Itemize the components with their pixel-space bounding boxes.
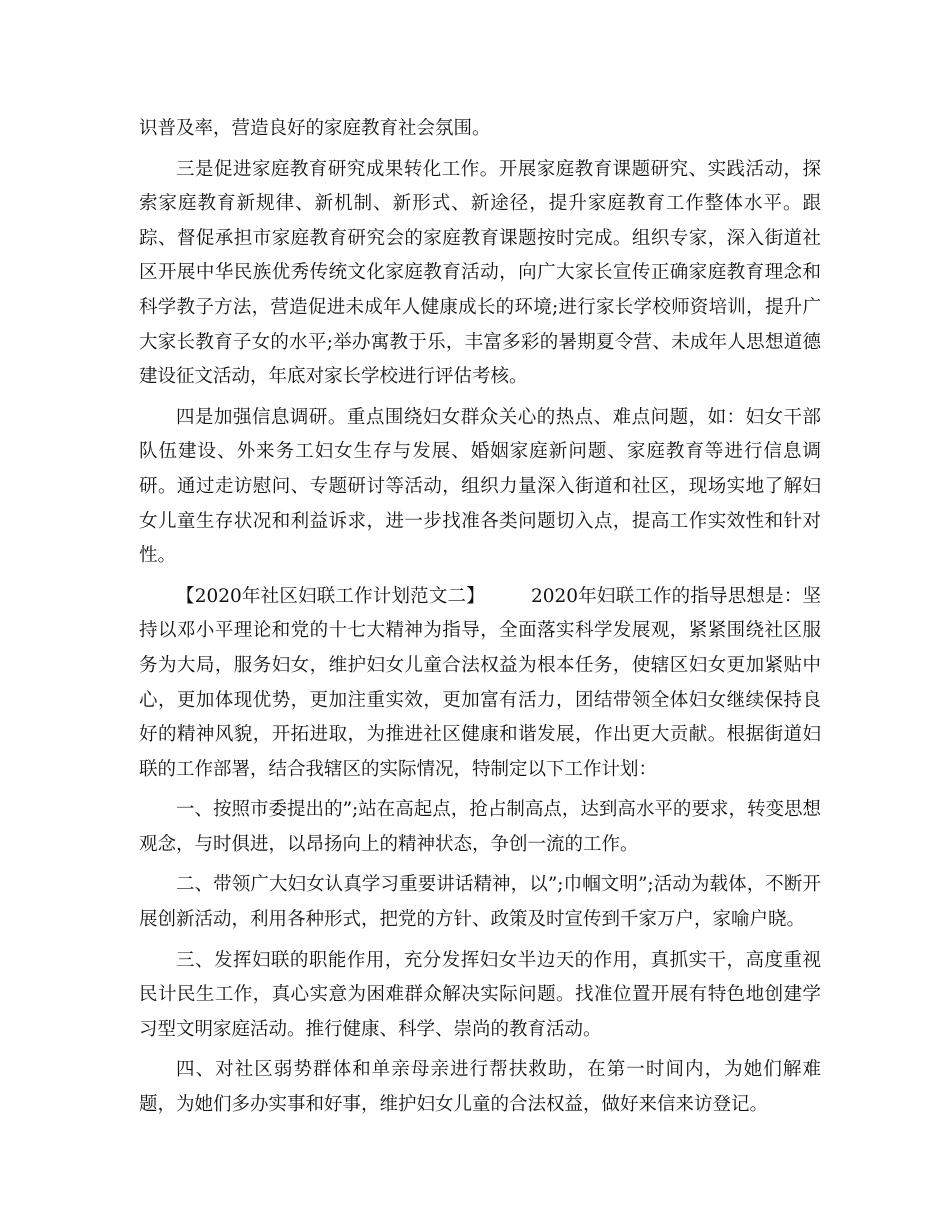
paragraph-item-four: 四、对社区弱势群体和单亲母亲进行帮扶救助，在第一时间内，为她们解难题，为她们多办实事和好事，维护妇女儿童的合法权益，做好来信来访登记。 <box>139 1059 821 1116</box>
paragraph-item-three: 三、发挥妇联的职能作用，充分发挥妇女半边天的作用，真抓实干，高度重视民计民生工作，真心实意为困难群众解决实际问题。找准位置开展有特色地创建学习型文明家庭活动。推行健康、科学、崇尚的教育活动。 <box>139 949 821 1040</box>
paragraph-item-two: 二、带领广大妇女认真学习重要讲话精神，以”;巾帼文明”;活动为载体，不断开展创新活动，利用各种形式，把党的方针、政策及时宣传到千家万户，家喻户晓。 <box>139 874 821 931</box>
section-heading: 【2020年社区妇联工作计划范文二】 <box>176 585 485 607</box>
paragraph-guiding-ideology <box>139 580 821 788</box>
paragraph-continuation: 识普及率，营造良好的家庭教育社会氛围。 <box>139 118 491 139</box>
document-body <box>139 112 821 1129</box>
paragraph-research-conversion: 三是促进家庭教育研究成果转化工作。开展家庭教育课题研究、实践活动，探索家庭教育新规律、新机制、新形式、新途径，提升家庭教育工作整体水平。跟踪、督促承担市家庭教育研究会的家庭教育课题按时完成。组织专家，深入街道社区开展中华民族优秀传统文化家庭教育活动，向广大家长宣传正确家庭教育理念和科学教子方法，营造促进未成年人健康成长的环境;进行家长学校师资培训，提升广大家长教育子女的水平;举办寓教于乐，丰富多彩的暑期夏令营、未成年人思想道德建设征文活动，年底对家长学校进行评估考核。 <box>139 158 821 388</box>
paragraph-info-research: 四是加强信息调研。重点围绕妇女群众关心的热点、难点问题，如：妇女干部队伍建设、外来务工妇女生存与发展、婚姻家庭新问题、家庭教育等进行信息调研。通过走访慰问、专题研讨等活动，组织力量深入街道和社区，现场实地了解妇女儿童生存状况和利益诉求，进一步找准各类问题切入点，提高工作实效性和针对性。 <box>139 406 821 567</box>
guiding-ideology-text: 2020年妇联工作的指导思想是：坚持以邓小平理论和党的十七大精神为指导，全面落实科学发展观，紧紧围绕社区服务为大局，服务妇女，维护妇女儿童合法权益为根本任务，使辖区妇女更加紧贴中心，更加体现优势，更加注重实效，更加富有活力，团结带领全体妇女继续保持良好的精神风貌，开拓进取，为推进社区健康和谐发展，作出更大贡献。根据街道妇联的工作部署，结合我辖区的实际情况，特制定以下工作计划： <box>139 585 821 780</box>
paragraph-item-one: 一、按照市委提出的”;站在高起点，抢占制高点，达到高水平的要求，转变思想观念，与时俱进，以昂扬向上的精神状态，争创一流的工作。 <box>139 799 821 855</box>
